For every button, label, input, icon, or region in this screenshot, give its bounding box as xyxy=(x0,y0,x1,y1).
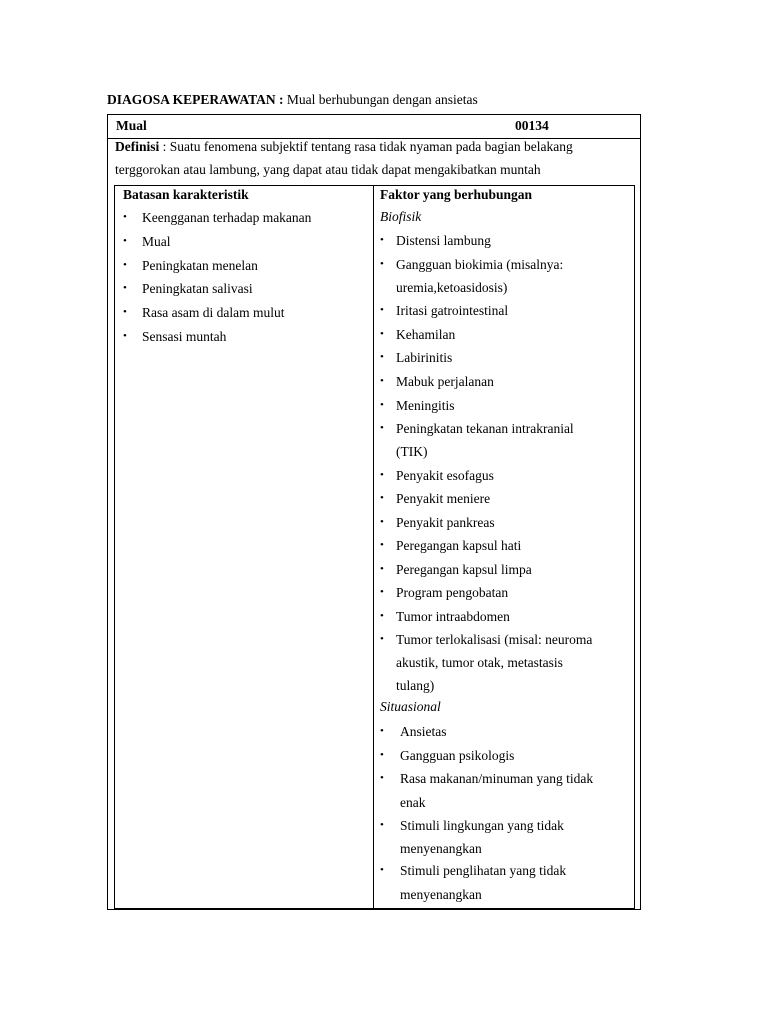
related-factors-heading: Faktor yang berhubungan xyxy=(380,187,533,202)
biofisik-label: Biofisik xyxy=(380,209,422,224)
bullet-icon: • xyxy=(123,282,127,294)
definition-text-1: : Suatu fenomena subjektif tentang rasa tidak nyaman pada bagian belakang xyxy=(159,139,573,154)
column-divider xyxy=(373,186,374,908)
bullet-icon: • xyxy=(380,819,384,831)
bullet-icon: • xyxy=(380,772,384,784)
title-label: DIAGOSA KEPERAWATAN : xyxy=(107,92,284,107)
bullet-icon: • xyxy=(380,516,384,528)
bullet-icon: • xyxy=(123,330,127,342)
bullet-icon: • xyxy=(380,375,384,387)
bullet-icon: • xyxy=(380,539,384,551)
bullet-icon: • xyxy=(123,259,127,271)
bullet-icon: • xyxy=(380,563,384,575)
bullet-icon: • xyxy=(380,864,384,876)
bullet-icon: • xyxy=(123,306,127,318)
bullet-icon: • xyxy=(380,586,384,598)
page-title xyxy=(107,92,478,108)
bullet-icon: • xyxy=(380,234,384,246)
header-row xyxy=(108,115,640,139)
title-value: Mual berhubungan dengan ansietas xyxy=(283,92,478,107)
bullet-icon: • xyxy=(380,610,384,622)
definition-row xyxy=(108,138,640,186)
bullet-icon: • xyxy=(380,328,384,340)
bullet-icon: • xyxy=(380,469,384,481)
bullet-icon: • xyxy=(380,304,384,316)
characteristics-table: Batasan karakteristik • Keengganan terhadap makanan • Mual • Peningkatan menelan • Peningkatan salivasi • Rasa asam di dalam mulut • Sensasi muntah Faktor yang berhubungan Biofisik • Distensi lambung • Gangguan biokimia (misalnya: uremia,ketoasidosis) • Iritasi gatrointestinal • Kehamilan • Labirinitis • Mabuk perjalanan • Meningitis • Peningkatan tekanan intrakranial (TIK) • Penyakit esofagus • Penyakit meniere • Penyakit pankreas • Peregangan kapsul hati • Peregangan kapsul limpa • Program pengobatan • Tumor intraabdomen • Tumor terlokalisasi (misal: neuroma akustik, tumor otak, metastasis tulang) Situasional • Ansietas • Gangguan psikologis • Rasa makanan/minuman yang tidak enak • Stimuli lingkungan yang tidak menyenangkan • Stimuli penglihatan yang tidak menyenangkan xyxy=(114,185,635,909)
diagnosis-label: Mual xyxy=(116,118,147,133)
bullet-icon: • xyxy=(380,422,384,434)
bullet-icon: • xyxy=(380,258,384,270)
bullet-icon: • xyxy=(123,235,127,247)
bullet-icon: • xyxy=(380,399,384,411)
definition-label: Definisi xyxy=(115,139,160,154)
situasional-label: Situasional xyxy=(380,699,441,714)
bullet-icon: • xyxy=(380,492,384,504)
bullet-icon: • xyxy=(123,211,127,223)
bullet-icon: • xyxy=(380,351,384,363)
defining-characteristics-heading: Batasan karakteristik xyxy=(123,187,249,202)
diagnosis-table xyxy=(107,114,641,910)
bullet-icon: • xyxy=(380,725,384,737)
definition-text-2: terggorokan atau lambung, yang dapat atau tidak dapat mengakibatkan muntah xyxy=(115,162,541,177)
bullet-icon: • xyxy=(380,633,384,645)
bullet-icon: • xyxy=(380,749,384,761)
diagnosis-code: 00134 xyxy=(515,118,549,133)
